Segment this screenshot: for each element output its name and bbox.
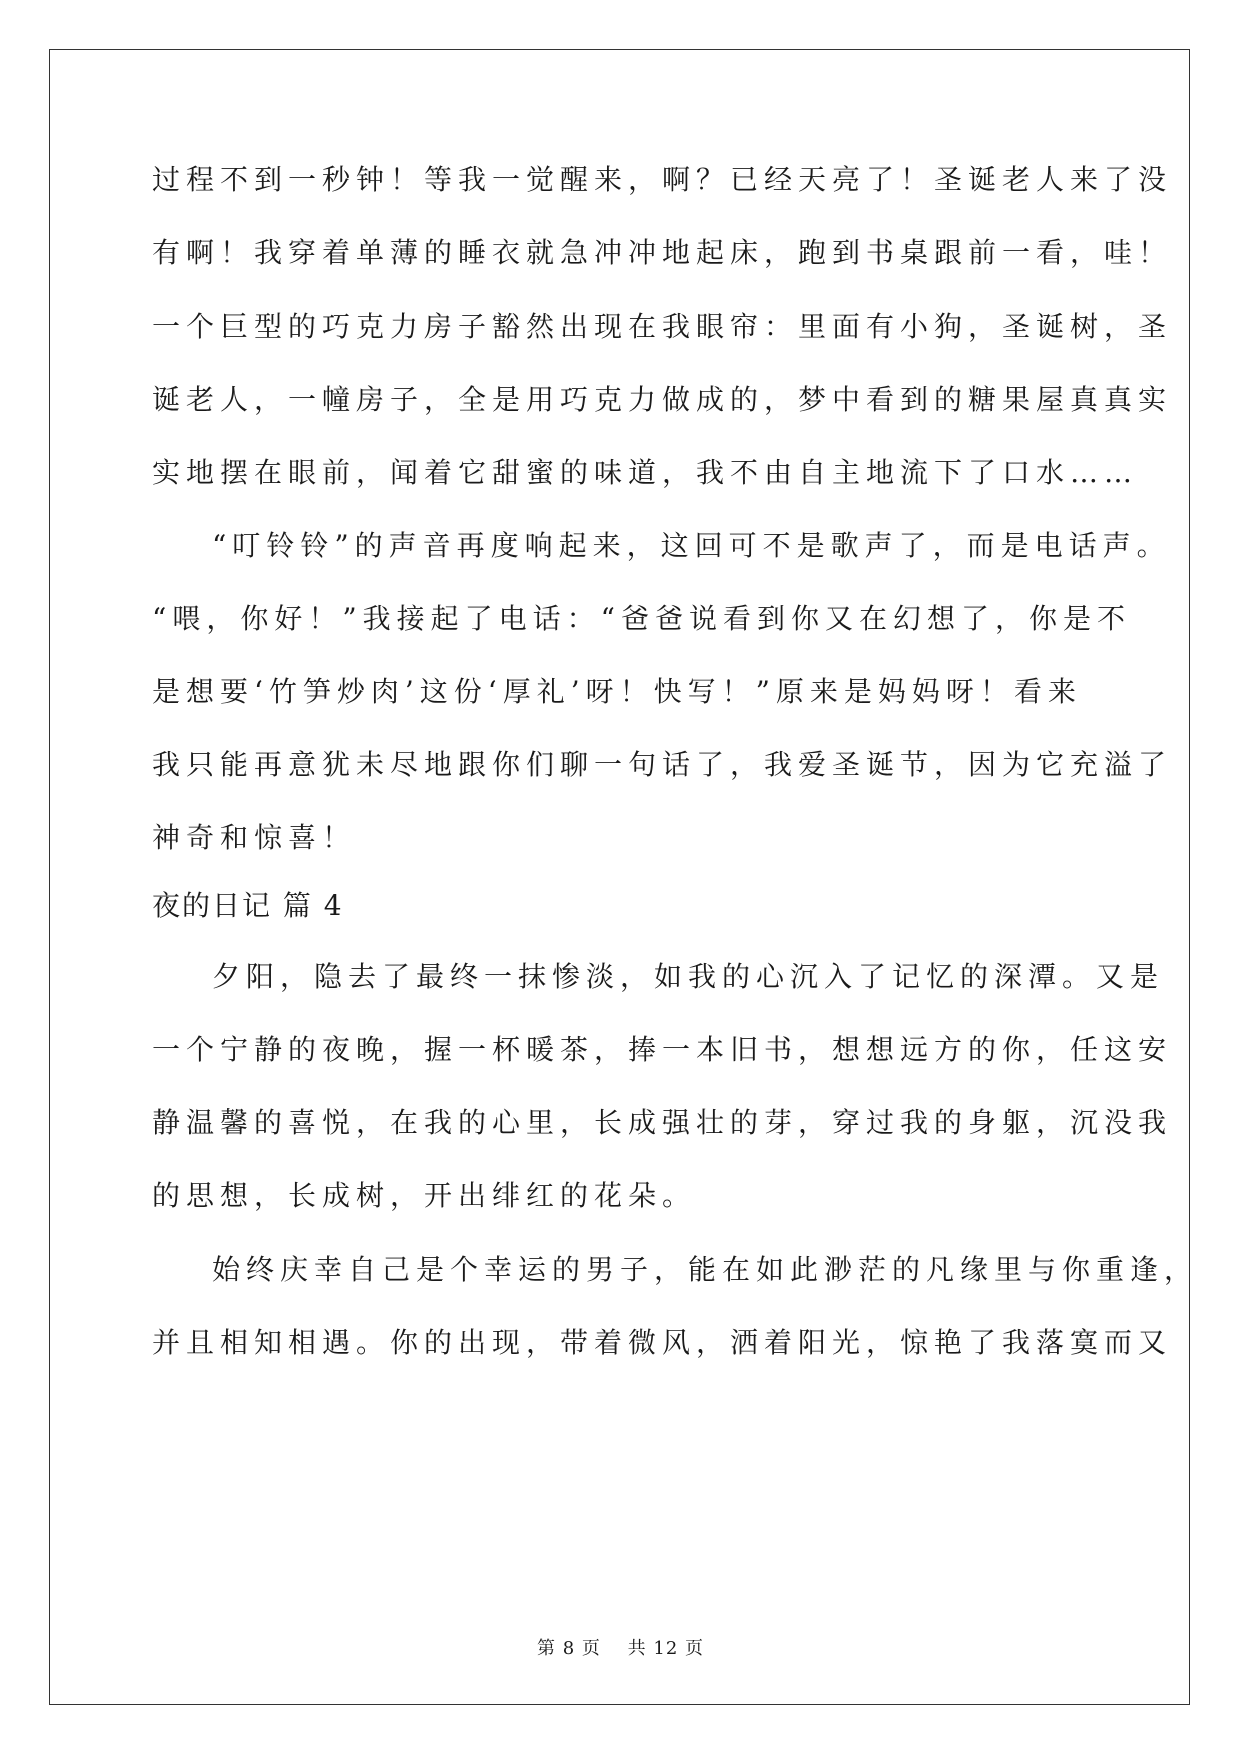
text-line: 诞老人，一幢房子，全是用巧克力做成的，梦中看到的糖果屋真真实 [152, 383, 1173, 416]
section-heading: 夜的日记 篇 4 [152, 889, 344, 922]
text-line: 过程不到一秒钟！等我一觉醒来，啊？已经天亮了！圣诞老人来了没 [152, 163, 1173, 196]
text-line: “喂，你好！”我接起了电话：“爸爸说看到你又在幻想了，你是不 [152, 602, 1131, 635]
text-line: 的思想，长成树，开出绯红的花朵。 [152, 1179, 697, 1212]
page-number: 第 8 页 [537, 1638, 601, 1659]
text-line: 我只能再意犹未尽地跟你们聊一句话了，我爱圣诞节，因为它充溢了 [152, 748, 1173, 781]
text-line: 是想要‘竹笋炒肉’这份‘厚礼’呀！快写！”原来是妈妈呀！看来 [152, 675, 1082, 708]
page-border [49, 49, 1190, 1705]
page-footer [0, 1637, 1241, 1661]
paragraph-first-line: 始终庆幸自己是个幸运的男子，能在如此渺茫的凡缘里与你重逢， [212, 1253, 1199, 1286]
page-total: 共 12 页 [627, 1638, 704, 1659]
text-line: 并且相知相遇。你的出现，带着微风，洒着阳光，惊艳了我落寞而又 [152, 1326, 1173, 1359]
text-line: 实地摆在眼前，闻着它甜蜜的味道，我不由自主地流下了口水…… [152, 456, 1139, 489]
text-line: 有啊！我穿着单薄的睡衣就急冲冲地起床，跑到书桌跟前一看，哇！ [152, 236, 1173, 269]
paragraph-first-line: 夕阳，隐去了最终一抹惨淡，如我的心沉入了记忆的深潭。又是 [212, 960, 1165, 993]
paragraph-first-line: “叮铃铃”的声音再度响起来，这回可不是歌声了，而是电话声。 [212, 529, 1171, 562]
text-line: 一个巨型的巧克力房子豁然出现在我眼帘：里面有小狗，圣诞树，圣 [152, 310, 1173, 343]
text-line: 静温馨的喜悦，在我的心里，长成强壮的芽，穿过我的身躯，沉没我 [152, 1106, 1173, 1139]
text-line: 神奇和惊喜！ [152, 821, 357, 854]
text-line: 一个宁静的夜晚，握一杯暖茶，捧一本旧书，想想远方的你，任这安 [152, 1033, 1173, 1066]
